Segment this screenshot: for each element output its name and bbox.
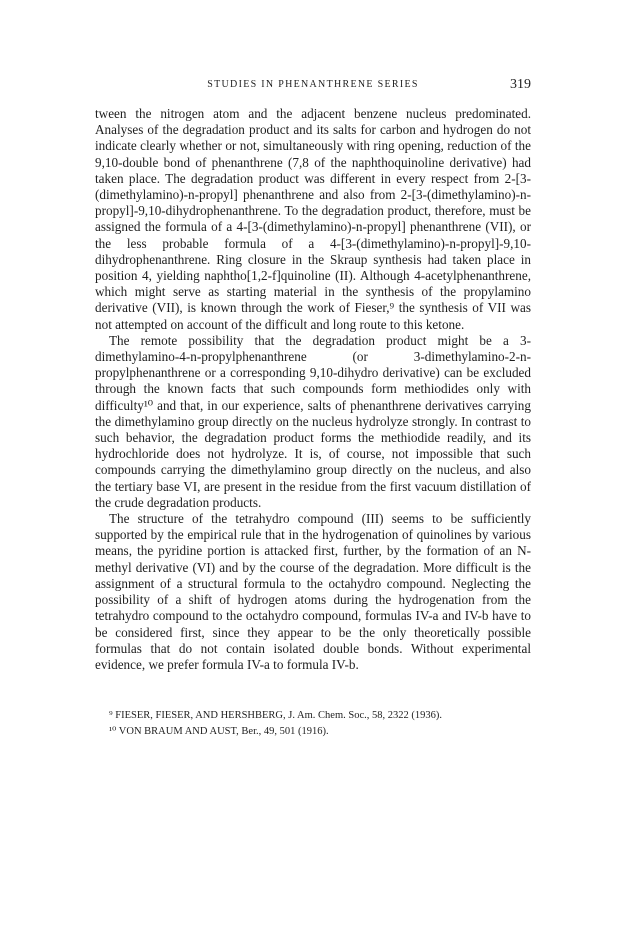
- paragraph: The structure of the tetrahydro compound (III) seems to be sufficiently supported by the empirical rule that in the hydrogenation of quinolines by various means, the pyridine portion is attacked first, further, by the formation of an N-methyl derivative (VI) and by the course of the degradation. More difficult is the assignment of a structural formula to the octahydro compound. Neglecting the possibility of a shift of hydrogen atoms during the hydrogenation from the tetrahydro compound to the octahydro compound, formulas IV-a and IV-b have to be considered first, since they appear to be the only theoretically possible formulas that do not contain isolated double bonds. Without experimental evidence, we prefer formula IV-a to formula IV-b.: [95, 511, 531, 672]
- page-number: 319: [510, 77, 531, 92]
- footnote: ¹⁰ VON BRAUM AND AUST, Ber., 49, 501 (1916).: [109, 726, 329, 737]
- footnote: ⁹ FIESER, FIESER, AND HERSHBERG, J. Am. Chem. Soc., 58, 2322 (1936).: [109, 710, 442, 721]
- paragraph: tween the nitrogen atom and the adjacent benzene nucleus predominated. Analyses of the degradation product and its salts for carbon and hydrogen do not indicate clearly whether or not, simultaneously with ring opening, reduction of the 9,10-double bond of phenanthrene (7,8 of the naphthoquinoline derivative) had taken place. The degradation product was different in every respect from 2-[3-(dimethylamino)-n-propyl] phenanthrene and also from 2-[3-(dimethylamino)-n-propyl]-9,10-dihydrophenanthrene. To the degradation product, therefore, must be assigned the formula of a 4-[3-(dimethylamino)-n-propyl] phenanthrene (VII), or the less probable formula of a 4-[3-(dimethylamino)-n-propyl]-9,10-dihydrophenanthrene. Ring closure in the Skraup synthesis had taken place in position 4, yielding naphtho[1,2-f]quinoline (II). Although 4-acetylphenanthrene, which might serve as starting material in the synthesis of the propylamino derivative (VII), is known through the work of Fieser,⁹ the synthesis of VII was not attempted on account of the difficult and long route to this ketone.: [95, 106, 531, 332]
- paragraph: The remote possibility that the degradation product might be a 3-dimethylamino-4-n-propylphenanthrene (or 3-dimethylamino-2-n-propylphenanthrene or a corresponding 9,10-dihydro derivative) can be excluded through the known facts that such compounds form methiodides only with difficulty¹⁰ and that, in our experience, salts of phenanthrene derivatives carrying the dimethylamino group directly on the nucleus hydrolyze strongly. In contrast to such behavior, the degradation product forms the methiodide readily, and its hydrochloride does not hydrolyze. It is, of course, not impossible that such compounds carrying the dimethylamino group directly on the nucleus, and also the tertiary base VI, are present in the residue from the first vacuum distillation of the crude degradation products.: [95, 332, 531, 510]
- body-text: [95, 106, 531, 673]
- page-header: [95, 75, 531, 95]
- running-title: STUDIES IN PHENANTHRENE SERIES: [207, 79, 419, 90]
- footnotes: [95, 708, 531, 740]
